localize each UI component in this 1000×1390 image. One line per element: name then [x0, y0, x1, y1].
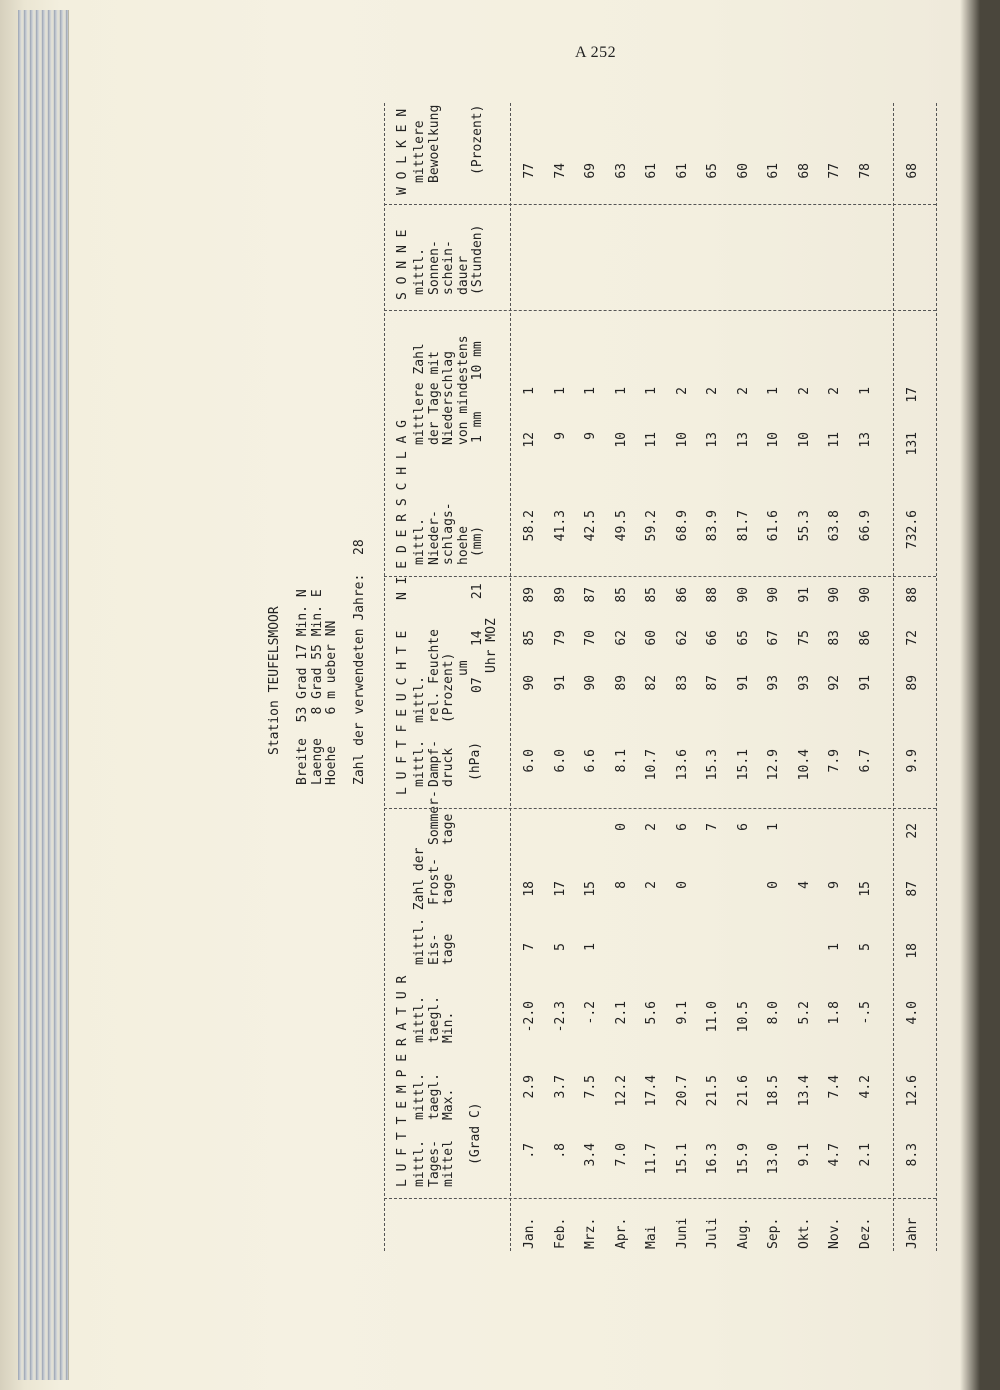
hdr-vapor-unit: (hPa): [468, 741, 483, 781]
cell-d10: 2: [705, 387, 720, 395]
cell-d1: 11: [644, 432, 659, 448]
rule-bottom: [936, 103, 937, 1251]
cell-tn: -.5: [857, 1001, 873, 1025]
cell-rh7: 91: [552, 675, 568, 691]
cell-rh7: 82: [644, 675, 659, 691]
hdr-min: mittl. taegl. Min.: [412, 996, 456, 1043]
cell-tn: -2.0: [522, 1001, 537, 1033]
group-temperature: L U F T T E M P E R A T U R: [395, 975, 410, 1187]
cell-cloud: 68: [796, 163, 812, 179]
cell-dampf: 12.9: [766, 749, 781, 781]
cell-rh21: 91: [796, 587, 812, 603]
cell-tx: 21.6: [735, 1075, 751, 1107]
cell-frost: 8: [613, 881, 629, 889]
cell-m: Juli: [705, 1217, 720, 1249]
group-sun: S O N N E: [395, 229, 410, 300]
cell-cloud: 78: [857, 163, 873, 179]
cell-frost: 0: [766, 881, 781, 889]
cell-rh21: 90: [735, 587, 751, 603]
cell-tn: 8.0: [766, 1001, 781, 1025]
cell-rh14: 62: [613, 630, 629, 646]
cell-m: Apr.: [613, 1217, 629, 1249]
cell-tx: 3.7: [552, 1075, 568, 1099]
cell-tx: 12.2: [613, 1075, 629, 1107]
cell-rh21: 85: [613, 587, 629, 603]
group-clouds: W O L K E N: [395, 108, 410, 195]
cell-dampf: 6.7: [857, 749, 873, 773]
climate-table: [150, 0, 950, 1255]
cell-cloud: 60: [735, 163, 751, 179]
cell-d10: 1: [644, 387, 659, 395]
cell-m: Mai: [644, 1225, 659, 1249]
hdr-vapor: mittl. Dampf- druck: [412, 740, 456, 787]
cell-tn: 5.6: [644, 1001, 659, 1025]
cell-nied: 68.9: [674, 510, 690, 542]
cell-rh14: 70: [583, 630, 598, 646]
hdr-precip-days: mittlere Zahl der Tage mit Niederschlag von mindestens: [412, 335, 471, 445]
cell-d1: 10: [766, 432, 781, 448]
station-altitude: Hoehe 6 m ueber NN: [324, 620, 339, 785]
cell-rh14: 66: [705, 630, 720, 646]
vsep-temp: [384, 808, 936, 809]
hdr-clouds: mittlere Bewoelkung: [412, 104, 442, 183]
cell-rh7: 89: [905, 675, 920, 691]
cell-m: Aug.: [735, 1217, 751, 1249]
cell-rh21: 88: [905, 587, 920, 603]
cell-tm: 9.1: [796, 1143, 812, 1167]
cell-cloud: 77: [522, 163, 537, 179]
cell-d1: 13: [857, 432, 873, 448]
cell-frost: 0: [674, 881, 690, 889]
cell-tn: 11.0: [705, 1001, 720, 1033]
cell-tx: 2.9: [522, 1075, 537, 1099]
cell-tn: -2.3: [552, 1001, 568, 1033]
cell-rh14: 85: [522, 630, 537, 646]
hdr-temp-unit: (Grad C): [468, 1102, 483, 1165]
cell-tm: 7.0: [613, 1143, 629, 1167]
cell-d1: 9: [583, 432, 598, 440]
cell-frost: 18: [522, 881, 537, 897]
vsep-humidity: [384, 576, 936, 577]
cell-tm: 15.1: [674, 1143, 690, 1175]
cell-tm: 16.3: [705, 1143, 720, 1175]
cell-d10: 1: [613, 387, 629, 395]
cell-tn: 10.5: [735, 1001, 751, 1033]
group-humidity: L U F T F E U C H T E: [395, 630, 410, 795]
cell-d10: 1: [583, 387, 598, 395]
cell-cloud: 61: [674, 163, 690, 179]
cell-frost: 17: [552, 881, 568, 897]
station-latitude: Breite 53 Grad 17 Min. N: [295, 589, 310, 785]
cell-dampf: 7.9: [827, 749, 842, 773]
cell-tx: 17.4: [644, 1075, 659, 1107]
cell-cloud: 63: [613, 163, 629, 179]
cell-d1: 10: [613, 432, 629, 448]
cell-d10: 17: [905, 387, 920, 403]
cell-nied: 61.6: [766, 510, 781, 542]
cell-rh21: 87: [583, 587, 598, 603]
cell-tm: .8: [552, 1143, 568, 1159]
cell-eis: 7: [522, 943, 537, 951]
cell-som: 0: [613, 823, 629, 831]
cell-d1: 10: [796, 432, 812, 448]
cell-rh21: 90: [857, 587, 873, 603]
cell-tm: .7: [522, 1143, 537, 1159]
vsep-sun: [384, 204, 936, 205]
hdr-ice: Eis- tage: [426, 933, 456, 965]
cell-tm: 13.0: [766, 1143, 781, 1175]
cell-dampf: 13.6: [674, 749, 690, 781]
cell-d1: 12: [522, 432, 537, 448]
hdr-count-top: mittl. Zahl der: [412, 847, 427, 965]
cell-cloud: 74: [552, 163, 568, 179]
cell-dampf: 10.4: [796, 749, 812, 781]
cell-d10: 2: [796, 387, 812, 395]
cell-d1: 13: [705, 432, 720, 448]
rule-header: [510, 103, 511, 1251]
cell-d10: 2: [735, 387, 751, 395]
cell-d1: 10: [674, 432, 690, 448]
cell-m: Feb.: [552, 1217, 568, 1249]
cell-nied: 83.9: [705, 510, 720, 542]
cell-nied: 58.2: [522, 510, 537, 542]
station-longitude: Laenge 8 Grad 55 Min. E: [309, 589, 325, 785]
cell-dampf: 10.7: [644, 749, 659, 781]
cell-tn: -.2: [583, 1001, 598, 1025]
cell-tn: 5.2: [796, 1001, 812, 1025]
cell-tn: 4.0: [905, 1001, 920, 1025]
cell-d10: 2: [674, 387, 690, 395]
cell-m: Nov.: [827, 1217, 842, 1249]
cell-som: 2: [644, 823, 659, 831]
cell-d1: 13: [735, 432, 751, 448]
cell-rh14: 67: [766, 630, 781, 646]
cell-nied: 63.8: [827, 510, 842, 542]
cell-rh7: 89: [613, 675, 629, 691]
cell-dampf: 15.3: [705, 749, 720, 781]
cell-nied: 732.6: [905, 510, 920, 550]
cell-nied: 55.3: [796, 510, 812, 542]
cell-m: Okt.: [796, 1217, 812, 1249]
cell-tm: 15.9: [735, 1143, 751, 1175]
cell-m: Sep.: [766, 1217, 781, 1249]
cell-tn: 2.1: [613, 1001, 629, 1025]
hdr-rh-unit: Uhr MOZ: [484, 618, 499, 673]
cell-d1: 11: [827, 432, 842, 448]
cell-cloud: 65: [705, 163, 720, 179]
vsep-month: [384, 1198, 936, 1199]
hdr-max: mittl. taegl. Max.: [412, 1073, 456, 1120]
cell-nied: 41.3: [552, 510, 568, 542]
cell-nied: 49.5: [613, 510, 629, 542]
cell-rh14: 75: [796, 630, 812, 646]
cell-rh7: 93: [796, 675, 812, 691]
hdr-rh-times: 07 14 21: [470, 583, 485, 693]
cell-tx: 12.6: [905, 1075, 920, 1107]
cell-tx: 13.4: [796, 1075, 812, 1107]
cell-d10: 2: [827, 387, 842, 395]
cell-tn: 9.1: [674, 1001, 690, 1025]
page-number: A 252: [575, 44, 617, 61]
hdr-precip: mittl. Nieder- schlags- hoehe (mm): [412, 502, 485, 565]
cell-rh21: 89: [552, 587, 568, 603]
hdr-summer: Sommer- tage: [426, 790, 456, 845]
cell-rh21: 89: [522, 587, 537, 603]
cell-rh7: 91: [857, 675, 873, 691]
cell-tm: 3.4: [583, 1143, 598, 1167]
cell-d10: 1: [766, 387, 781, 395]
cell-cloud: 77: [827, 163, 842, 179]
cell-tm: 2.1: [857, 1143, 873, 1167]
cell-rh7: 91: [735, 675, 751, 691]
vsep-precip: [384, 310, 936, 311]
cell-m: Juni: [674, 1217, 690, 1249]
years-label: Zahl der verwendeten Jahre:: [352, 573, 367, 785]
cell-tx: 7.4: [827, 1075, 842, 1099]
cell-tm: 11.7: [644, 1143, 659, 1175]
hdr-mean: mittl. Tages- mittel: [412, 1140, 456, 1187]
cell-dampf: 9.9: [905, 749, 920, 773]
cell-cloud: 68: [905, 163, 920, 179]
cell-m: Mrz.: [583, 1217, 598, 1249]
cell-eis: 5: [552, 943, 568, 951]
cell-tx: 21.5: [705, 1075, 720, 1107]
cell-som: 6: [735, 823, 751, 831]
cell-frost: 2: [644, 881, 659, 889]
cell-dampf: 6.6: [583, 749, 598, 773]
cell-rh14: 65: [735, 630, 751, 646]
cell-eis: 1: [827, 943, 842, 951]
cell-nied: 59.2: [644, 510, 659, 542]
cell-som: 22: [905, 823, 920, 839]
cell-frost: 9: [827, 881, 842, 889]
cell-rh21: 90: [766, 587, 781, 603]
station-title: Station TEUFELSMOOR: [267, 606, 282, 755]
hdr-frost: Frost- tage: [426, 858, 456, 905]
cell-rh14: 79: [552, 630, 568, 646]
cell-som: 1: [766, 823, 781, 831]
book-page-edges: [18, 10, 69, 1380]
cell-tx: 18.5: [766, 1075, 781, 1107]
years-value: 28: [352, 539, 367, 555]
cell-rh7: 90: [522, 675, 537, 691]
cell-rh14: 60: [644, 630, 659, 646]
cell-frost: 15: [857, 881, 873, 897]
cell-dampf: 8.1: [613, 749, 629, 773]
cell-rh7: 83: [674, 675, 690, 691]
cell-rh7: 90: [583, 675, 598, 691]
cell-m: Jan.: [522, 1217, 537, 1249]
hdr-rel-humidity: mittl. rel. Feuchte (Prozent) um: [412, 629, 471, 723]
rule-year: [893, 103, 894, 1251]
cell-nied: 42.5: [583, 510, 598, 542]
cell-rh7: 92: [827, 675, 842, 691]
cell-d1: 131: [905, 432, 920, 456]
hdr-sunshine: mittl. Sonnen- schein- dauer (Stunden): [412, 224, 485, 295]
cell-cloud: 69: [583, 163, 598, 179]
cell-rh14: 83: [827, 630, 842, 646]
group-precipitation: N I E D E R S C H L A G: [395, 419, 410, 600]
cell-tn: 1.8: [827, 1001, 842, 1025]
cell-eis: 5: [857, 943, 873, 951]
cell-dampf: 15.1: [735, 749, 751, 781]
cell-d10: 1: [552, 387, 568, 395]
cell-d1: 9: [552, 432, 568, 440]
cell-d10: 1: [857, 387, 873, 395]
cell-eis: 1: [583, 943, 598, 951]
cell-nied: 66.9: [857, 510, 873, 542]
cell-rh7: 87: [705, 675, 720, 691]
hdr-precip-days-units: 1 mm 10 mm: [470, 341, 485, 443]
cell-som: 6: [674, 823, 690, 831]
rule-top: [384, 103, 385, 1251]
cell-nied: 81.7: [735, 510, 751, 542]
cell-cloud: 61: [644, 163, 659, 179]
cell-frost: 15: [583, 881, 598, 897]
cell-m: Dez.: [857, 1217, 873, 1249]
cell-rh21: 85: [644, 587, 659, 603]
cell-m: Jahr: [905, 1217, 920, 1249]
cell-rh14: 62: [674, 630, 690, 646]
cell-tm: 8.3: [905, 1143, 920, 1167]
cell-dampf: 6.0: [522, 749, 537, 773]
cell-d10: 1: [522, 387, 537, 395]
cell-frost: 87: [905, 881, 920, 897]
cell-rh14: 72: [905, 630, 920, 646]
cell-som: 7: [705, 823, 720, 831]
cell-tx: 4.2: [857, 1075, 873, 1099]
cell-rh21: 90: [827, 587, 842, 603]
cell-rh21: 86: [674, 587, 690, 603]
cell-rh7: 93: [766, 675, 781, 691]
cell-dampf: 6.0: [552, 749, 568, 773]
cell-cloud: 61: [766, 163, 781, 179]
cell-tx: 20.7: [674, 1075, 690, 1107]
cell-rh14: 86: [857, 630, 873, 646]
hdr-cloud-unit: (Prozent): [470, 104, 485, 175]
cell-rh21: 88: [705, 587, 720, 603]
cell-eis: 18: [905, 943, 920, 959]
cell-tm: 4.7: [827, 1143, 842, 1167]
cell-tx: 7.5: [583, 1075, 598, 1099]
cell-frost: 4: [796, 881, 812, 889]
